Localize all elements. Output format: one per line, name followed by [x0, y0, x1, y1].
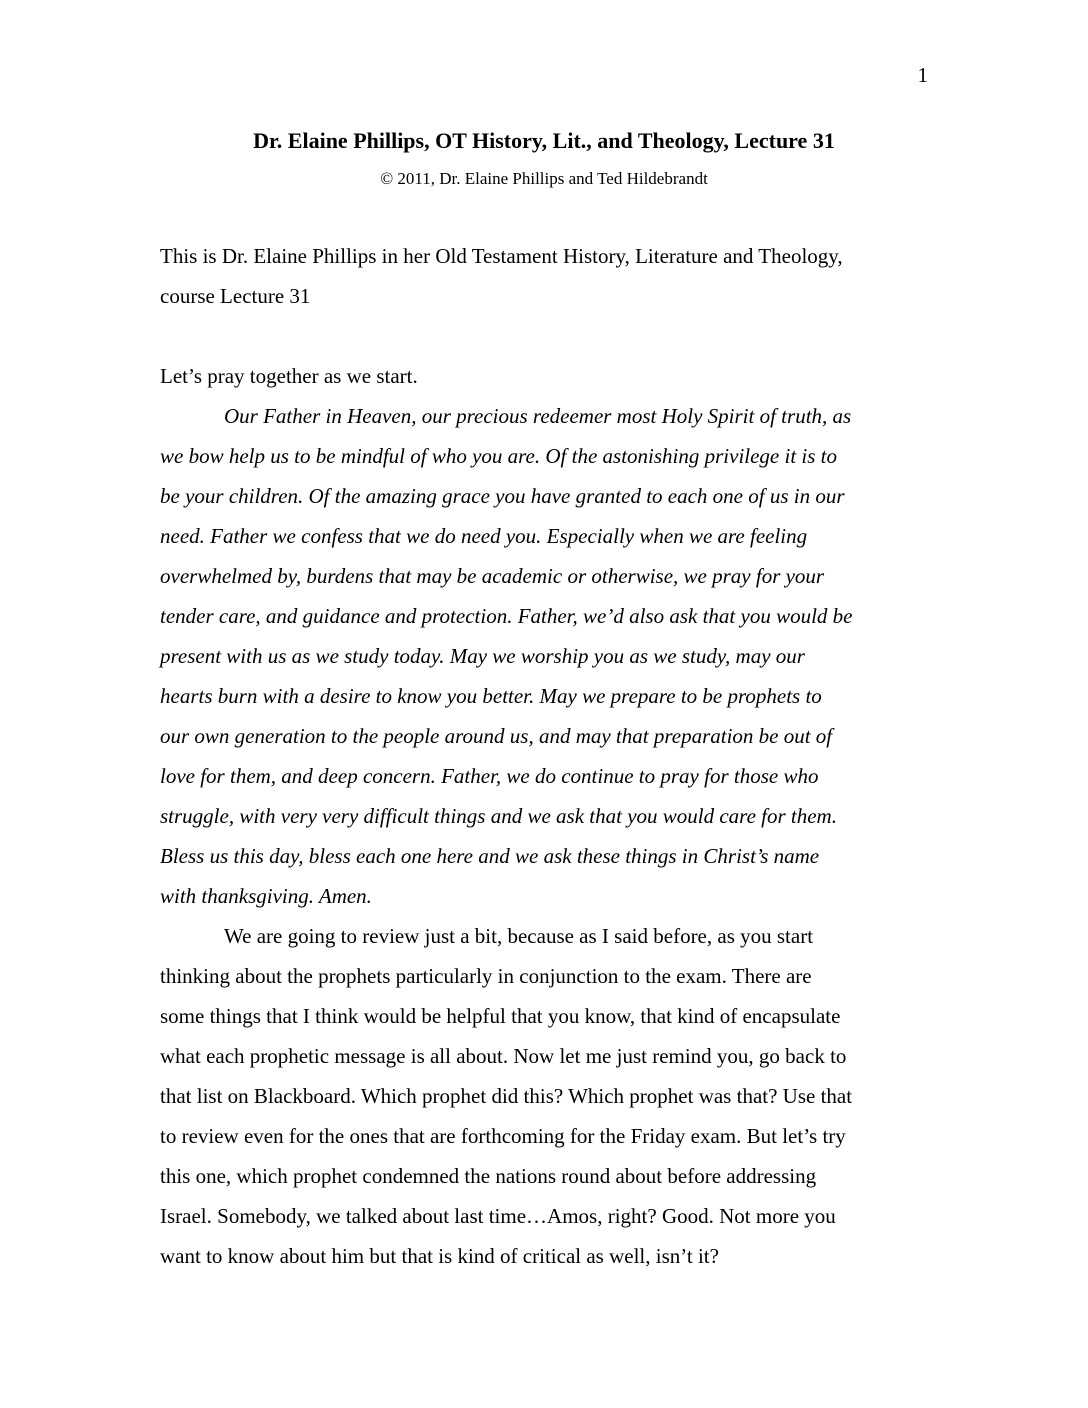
- text-line: need. Father we confess that we do need you. Especially when we are feeling: [160, 524, 808, 548]
- text-line: tender care, and guidance and protection. Father, we’d also ask that you would be: [160, 604, 853, 628]
- text-line: overwhelmed by, burdens that may be academic or otherwise, we pray for your: [160, 564, 825, 588]
- text-line: This is Dr. Elaine Phillips in her Old Testament History, Literature and Theology,: [160, 244, 843, 268]
- text-line: this one, which prophet condemned the nations round about before addressing: [160, 1164, 817, 1188]
- text-line: Let’s pray together as we start.: [160, 364, 418, 388]
- text-line: that list on Blackboard. Which prophet did this? Which prophet was that? Use that: [160, 1084, 853, 1108]
- text-line: course Lecture 31: [160, 284, 311, 308]
- text-line: our own generation to the people around us, and may that preparation be out of: [160, 724, 833, 748]
- document-body: [160, 236, 960, 1276]
- paragraph: [160, 356, 960, 396]
- text-line: struggle, with very very difficult things and we ask that you would care for them.: [160, 804, 837, 828]
- text-line: present with us as we study today. May we worship you as we study, may our: [160, 644, 805, 668]
- text-line: Bless us this day, bless each one here and we ask these things in Christ’s name: [160, 844, 820, 868]
- text-line: to review even for the ones that are forthcoming for the Friday exam. But let’s try: [160, 1124, 846, 1148]
- text-line: some things that I think would be helpful that you know, that kind of encapsulate: [160, 1004, 841, 1028]
- paragraph: [160, 236, 960, 316]
- document-title: Dr. Elaine Phillips, OT History, Lit., and Theology, Lecture 31: [253, 128, 835, 153]
- text-line: We are going to review just a bit, because as I said before, as you start: [224, 924, 814, 948]
- text-line: want to know about him but that is kind of critical as well, isn’t it?: [160, 1244, 719, 1268]
- text-line: Our Father in Heaven, our precious redeemer most Holy Spirit of truth, as: [224, 404, 852, 428]
- text-line: thinking about the prophets particularly in conjunction to the exam. There are: [160, 964, 812, 988]
- paragraph: [160, 916, 960, 1276]
- page-number: 1: [917, 63, 928, 87]
- text-line: be your children. Of the amazing grace you have granted to each one of us in our: [160, 484, 845, 508]
- text-line: we bow help us to be mindful of who you are. Of the astonishing privilege it is to: [160, 444, 838, 468]
- paragraph: [160, 396, 960, 916]
- text-line: hearts burn with a desire to know you better. May we prepare to be prophets to: [160, 684, 822, 708]
- copyright-line: © 2011, Dr. Elaine Phillips and Ted Hildebrandt: [380, 169, 708, 188]
- text-line: love for them, and deep concern. Father, we do continue to pray for those who: [160, 764, 819, 788]
- text-line: with thanksgiving. Amen.: [160, 884, 372, 908]
- text-line: what each prophetic message is all about. Now let me just remind you, go back to: [160, 1044, 847, 1068]
- text-line: Israel. Somebody, we talked about last time…Amos, right? Good. Not more you: [160, 1204, 836, 1228]
